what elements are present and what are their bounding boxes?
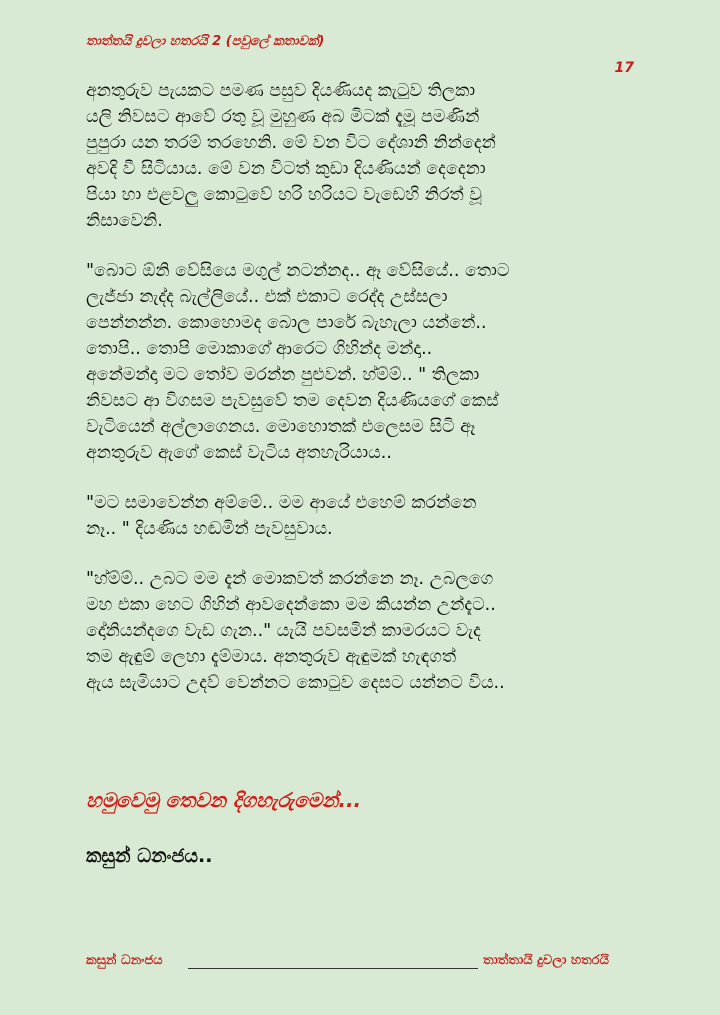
paragraph: "බොට ඕනි වේසියෙ මගුල් නටන්නද.. ඈ වේසියේ.. තොට ලැජ්ජා නැද්ද බැල්ලියේ.. එක් එකාට රෙද්ද උස්සලා පෙන්නන්න. කොහොමද බොල පාරේ බැහැලා යන්නේ.. තොපි.. තොපි මොකාගේ ආරෙට ගිහින්ද මන්දා.. අනේමන්දා මට තෝව මරන්න පුළුවන්. හ්ම්ම්.. " තිලකා නිවසට ආ විගසම පැවසුවේ තම දෙවන දියණියගේ කෙස් වැටියෙන් අල්ලාගෙනය. මොහොතක් එලෙසම සිටි ඈ අනතුරුව ඇගේ කෙස් වැටිය අතහැරියාය.. [86,261,510,463]
running-header-title: තාත්තයි දුවලා හතරයි 2 (පවුලේ කතාවක්) [86,34,325,49]
paragraph: "හ්ම්ම්.. උබට මම දැන් මොකවත් කරන්නෙ නෑ. උබලගෙ මහ එකා හෙට ගිහින් ආවදෙන්කො මම කියන්න උන්දැට.. දෝනියන්දගෙ වැඩ ගැන.." යැයි පවසමින් කාමරයට වැද තම ඇඳුම් ලෙහා දැම්මාය. අනතුරුව ඇඳුමක් හැඳගත් ඇය සැමියාට උදව් වෙන්නට කොටුව දෙසට යන්නට විය.. [86,569,505,693]
page-number: 17 [614,60,634,76]
author-signature: කසුන් ධනංජය.. [86,845,213,867]
footer-title: තාත්තායි දුවලා හතරයි [483,953,609,968]
closing-line: හමුවෙමු තෙවන දිගහැරුමෙන්... [86,788,362,812]
paragraph: අනතුරුව පැයකට පමණ පසුව දියණියද කැටුව තිලකා යලි නිවසට ආවේ රතු වූ මුහුණ අබ මිටක් දැමූ පමණින් පුපුරා යන තරම් තරහෙනි. මේ වන විට දේශානි නින්දෙන් අවදි වී සිටියාය. මේ වන විටත් කුඩා දියණියන් දෙදෙනා පියා හා එළවලු කොටුවේ හරි හරියට වැඩෙහි නිරත් වූ නිසාවෙනි. [86,81,496,231]
footer-author: කසුන් ධනංජය [86,953,163,968]
footer-divider [188,968,478,969]
paragraph: "මට සමාවෙන්න අම්මේ.. මම ආයේ එහෙම් කරන්නෙ නෑ.. " දියණිය හඬමින් පැවසුවාය. [86,493,477,539]
story-body [86,78,646,720]
